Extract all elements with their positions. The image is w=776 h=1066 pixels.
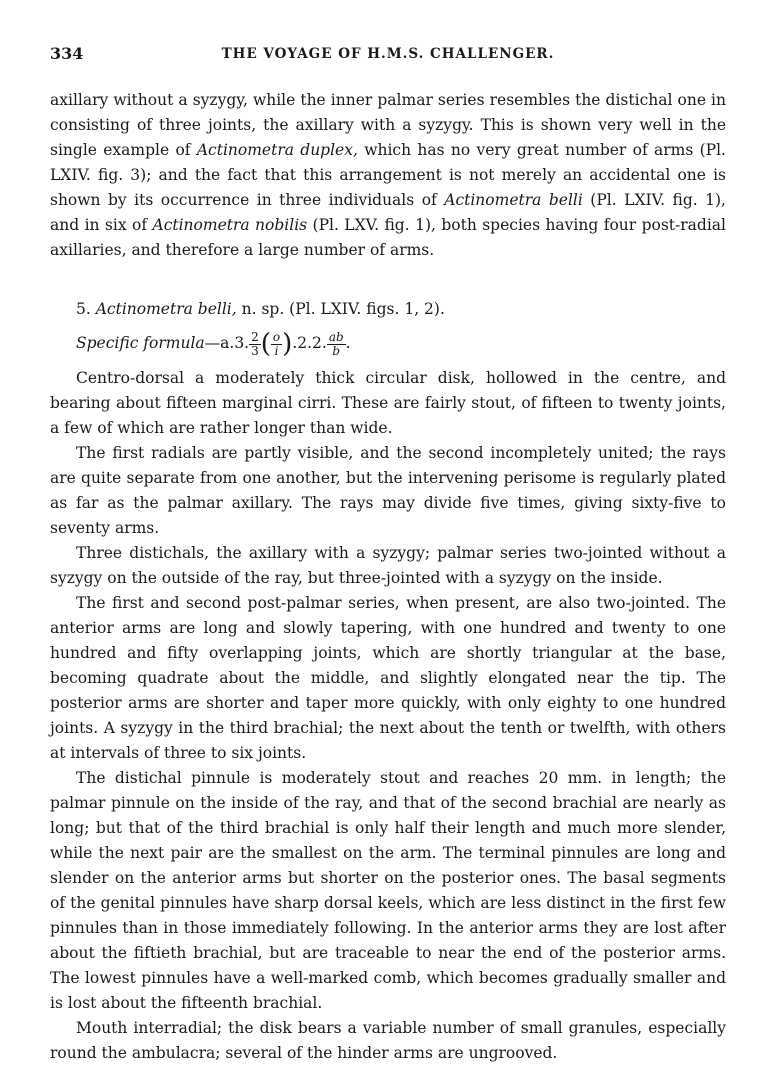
- fraction-numerator: o: [272, 329, 281, 344]
- paragraph-distichals: Three distichals, the axillary with a syzygy; palmar series two-jointed without a syzygy on the outside of the ray, but three-jointed with a syzygy on the inside.: [50, 544, 726, 587]
- paragraph-radials: The first radials are partly visible, and the second incompletely united; the rays are quite separate from one another, but the intervening perisome is regularly plated as far as the palmar axillary. The rays may divide five times, giving sixty-five to seventy arms.: [50, 444, 726, 537]
- formula-fraction: [249, 331, 261, 358]
- paragraph-mouth: Mouth interradial; the disk bears a variable number of small granules, especially round the ambulacra; several of the hinder arms are ungrooved.: [50, 1019, 726, 1062]
- intro-text-1: axillary without a syzygy, while the inner palmar series resembles the distichal one in consisting of three joints, the axillary with a syzygy. This is shown very well in the single example of: [50, 91, 726, 159]
- formula-fraction: [327, 331, 346, 358]
- formula-middle: .2.2.: [292, 334, 327, 352]
- section-species: Actinometra belli,: [95, 300, 237, 318]
- page-header: [50, 44, 726, 68]
- species-name: Actinometra belli: [444, 191, 583, 209]
- intro-text-2: which has no very great number of arms (Pl. LXIV. fig. 3); and the fact that this arrangement is not merely an accidental one is shown by its occurrence in three individuals of: [50, 141, 726, 209]
- paragraph-arms: The first and second post-palmar series, when present, are also two-jointed. The anterior arms are long and slowly tapering, with one hundred and twenty to one hundred and fifty overlapping joints, which are shortly triangular at the base, becoming quadrate about the middle, and slightly elongated near the tip. The posterior arms are shorter and taper more quickly, with only eighty to one hundred joints. A syzygy in the third brachial; the next about the tenth or twelfth, with others at intervals of three to six joints.: [50, 594, 726, 762]
- intro-text-4: (Pl. LXV. fig. 1), both species having four post-radial axillaries, and therefore a large number of arms.: [50, 216, 727, 259]
- paragraph-centro-dorsal: Centro-dorsal a moderately thick circular disk, hollowed in the centre, and bearing about fifteen marginal cirri. These are fairly stout, of fifteen to twenty joints, a few of which are rather longer than wide.: [50, 369, 726, 437]
- open-paren: (: [260, 329, 271, 359]
- fraction-numerator: 2: [251, 329, 259, 344]
- formula-prefix: —a.3.: [204, 334, 250, 352]
- formula-end: .: [345, 334, 351, 352]
- species-heading: [50, 297, 726, 322]
- paragraph-pinnules: The distichal pinnule is moderately stout and reaches 20 mm. in length; the palmar pinnule on the inside of the ray, and that of the second brachial are nearly as long; but that of the third brachial is only half their length and much more slender, while the next pair are the smallest on the arm. The terminal pinnules are long and slender on the anterior arms but shorter on the posterior ones. The basal segments of the genital pinnules have sharp dorsal keels, which are less distinct in the first few pinnules than in those immediately following. In the anterior arms they are lost after about the fiftieth brachial, but are traceable to near the end of the posterior arms. The lowest pinnules have a well-marked comb, which becomes gradually smaller and is lost about the fifteenth brachial.: [50, 769, 726, 1012]
- fraction-denominator: i: [274, 343, 279, 358]
- page-body: [50, 88, 726, 1066]
- specific-formula: [50, 328, 726, 358]
- species-name: Actinometra nobilis: [152, 216, 308, 234]
- species-name: Actinometra duplex,: [196, 141, 358, 159]
- formula-label: Specific formula: [76, 334, 205, 352]
- running-title: THE VOYAGE OF H.M.S. CHALLENGER.: [221, 46, 555, 62]
- formula-fraction: [271, 331, 282, 358]
- fraction-denominator: b: [332, 343, 341, 358]
- fraction-denominator: 3: [251, 343, 259, 358]
- intro-paragraph: [50, 88, 726, 263]
- page-number: 334: [50, 44, 84, 63]
- fraction-numerator: ab: [328, 329, 344, 344]
- close-paren: ): [282, 329, 293, 359]
- section-suffix: n. sp. (Pl. LXIV. figs. 1, 2).: [236, 300, 445, 318]
- section-number: 5.: [76, 300, 91, 318]
- intro-text-3: (Pl. LXIV. fig. 1), and in six of: [50, 191, 726, 234]
